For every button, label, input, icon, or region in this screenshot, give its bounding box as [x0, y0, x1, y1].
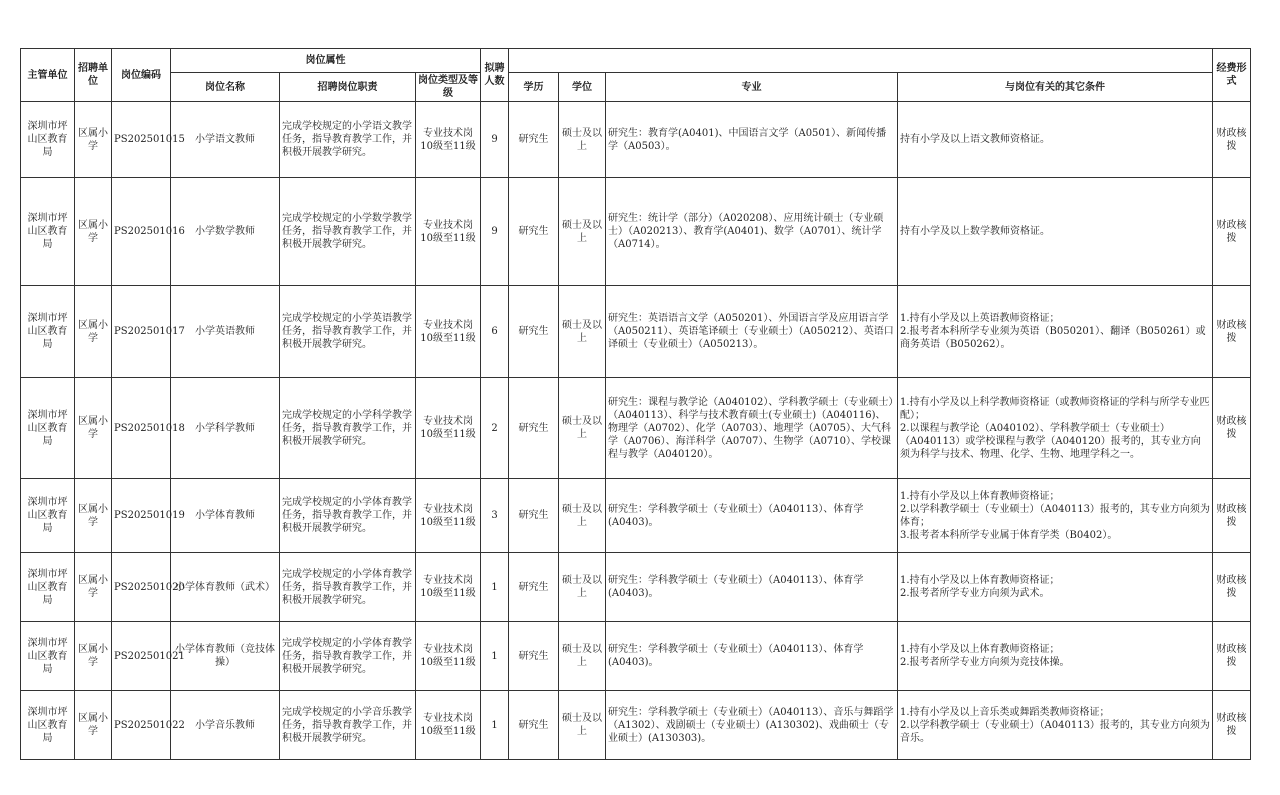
cell-major: 研究生：学科教学硕士（专业硕士）（A040113）、音乐与舞蹈学（A1302）、戏剧硕士（专业硕士）(A130302)、戏曲硕士（专业硕士）(A130303)。: [606, 691, 898, 760]
cell-code: PS202501016: [112, 178, 171, 286]
header-unit: 招聘单位: [75, 49, 112, 102]
cell-other: 1.持有小学及以上科学教师资格证（或教师资格证的学科与所学专业匹配）； 2.以课程与教学论（A040102）、学科教学硕士（专业硕士）（A040113）或学校课程与教学（A040120）报考的，其专业方向须为科学与技术、物理、化学、生物、地理学科之一。: [898, 378, 1213, 479]
cell-major: 研究生：课程与教学论（A040102）、学科教学硕士（专业硕士）（A040113）、科学与技术教育硕士(专业硕士)（A040116)、物理学（A0702）、化学（A0703）、地理学（A0705）、大气科学（A0706）、海洋科学（A0707）、生物学（A0710）、学校课程与教学（A040120）。: [606, 378, 898, 479]
cell-type: 专业技术岗10级至11级: [416, 553, 481, 622]
table-row: [21, 178, 1251, 286]
cell-edu: 研究生: [509, 622, 559, 691]
header-other: 与岗位有关的其它条件: [898, 73, 1213, 102]
cell-code: PS202501021: [112, 622, 171, 691]
cell-name: 小学体育教师: [171, 479, 280, 553]
cell-code: PS202501017: [112, 286, 171, 378]
cell-name: 小学数学教师: [171, 178, 280, 286]
header-dept: 主管单位: [21, 49, 75, 102]
cell-unit: 区属小学: [75, 102, 112, 178]
cell-degree: 硕士及以上: [559, 378, 606, 479]
cell-type: 专业技术岗10级至11级: [416, 622, 481, 691]
table-row: [21, 286, 1251, 378]
cell-edu: 研究生: [509, 102, 559, 178]
cell-code: PS202501018: [112, 378, 171, 479]
cell-duty: 完成学校规定的小学体育教学任务，指导教育教学工作，并积极开展教学研究。: [280, 553, 416, 622]
cell-major: 研究生：学科教学硕士（专业硕士）（A040113）、体育学(A0403)。: [606, 553, 898, 622]
cell-duty: 完成学校规定的小学体育教学任务，指导教育教学工作，并积极开展教学研究。: [280, 622, 416, 691]
recruitment-table: [20, 48, 1251, 760]
table-row: [21, 378, 1251, 479]
cell-degree: 硕士及以上: [559, 178, 606, 286]
cell-other: 1.持有小学及以上体育教师资格证； 2.以学科教学硕士（专业硕士）（A040113）报考的，其专业方向须为体育； 3.报考者本科所学专业属于体育学类（B0402）。: [898, 479, 1213, 553]
cell-unit: 区属小学: [75, 553, 112, 622]
cell-code: PS202501020: [112, 553, 171, 622]
cell-unit: 区属小学: [75, 178, 112, 286]
cell-other: 1.持有小学及以上体育教师资格证； 2.报考者所学专业方向须为武术。: [898, 553, 1213, 622]
header-count: 拟聘人数: [481, 49, 509, 102]
header-duty: 招聘岗位职责: [280, 73, 416, 102]
cell-major: 研究生：教育学(A0401)、中国语言文学（A0501）、新闻传播学（A0503）。: [606, 102, 898, 178]
cell-edu: 研究生: [509, 553, 559, 622]
cell-dept: 深圳市坪山区教育局: [21, 378, 75, 479]
cell-unit: 区属小学: [75, 691, 112, 760]
cell-degree: 硕士及以上: [559, 691, 606, 760]
cell-funding: 财政核拨: [1213, 178, 1251, 286]
cell-edu: 研究生: [509, 286, 559, 378]
cell-type: 专业技术岗10级至11级: [416, 178, 481, 286]
cell-type: 专业技术岗10级至11级: [416, 691, 481, 760]
header-edu: 学历: [509, 73, 559, 102]
cell-dept: 深圳市坪山区教育局: [21, 102, 75, 178]
cell-duty: 完成学校规定的小学语文教学任务，指导教育教学工作，并积极开展教学研究。: [280, 102, 416, 178]
cell-funding: 财政核拨: [1213, 622, 1251, 691]
header-attr-group: 岗位属性: [171, 49, 481, 73]
cell-type: 专业技术岗10级至11级: [416, 378, 481, 479]
cell-type: 专业技术岗10级至11级: [416, 102, 481, 178]
cell-code: PS202501015: [112, 102, 171, 178]
header-name: 岗位名称: [171, 73, 280, 102]
cell-unit: 区属小学: [75, 378, 112, 479]
cell-dept: 深圳市坪山区教育局: [21, 691, 75, 760]
cell-dept: 深圳市坪山区教育局: [21, 622, 75, 691]
cell-funding: 财政核拨: [1213, 479, 1251, 553]
table-row: [21, 553, 1251, 622]
cell-other: 1.持有小学及以上体育教师资格证； 2.报考者所学专业方向须为竞技体操。: [898, 622, 1213, 691]
cell-dept: 深圳市坪山区教育局: [21, 479, 75, 553]
cell-degree: 硕士及以上: [559, 553, 606, 622]
cell-duty: 完成学校规定的小学数学教学任务，指导教育教学工作，并积极开展教学研究。: [280, 178, 416, 286]
cell-major: 研究生：统计学（部分）（A020208）、应用统计硕士（专业硕士）（A020213）、教育学(A0401)、数学（A0701）、统计学（A0714）。: [606, 178, 898, 286]
cell-other: 持有小学及以上数学教师资格证。: [898, 178, 1213, 286]
cell-major: 研究生：学科教学硕士（专业硕士）（A040113）、体育学(A0403)。: [606, 622, 898, 691]
cell-major: 研究生：学科教学硕士（专业硕士）（A040113）、体育学(A0403)。: [606, 479, 898, 553]
cell-degree: 硕士及以上: [559, 622, 606, 691]
header-code: 岗位编码: [112, 49, 171, 102]
cell-count: 6: [481, 286, 509, 378]
cell-other: 1.持有小学及以上音乐类或舞蹈类教师资格证； 2.以学科教学硕士（专业硕士）（A040113）报考的，其专业方向须为音乐。: [898, 691, 1213, 760]
header-type: 岗位类型及等级: [416, 73, 481, 102]
cell-major: 研究生：英语语言文学（A050201）、外国语言学及应用语言学（A050211）、英语笔译硕士（专业硕士）（A050212）、英语口译硕士（专业硕士）（A050213）。: [606, 286, 898, 378]
cell-funding: 财政核拨: [1213, 102, 1251, 178]
cell-count: 1: [481, 691, 509, 760]
cell-funding: 财政核拨: [1213, 286, 1251, 378]
cell-unit: 区属小学: [75, 479, 112, 553]
cell-dept: 深圳市坪山区教育局: [21, 286, 75, 378]
cell-count: 3: [481, 479, 509, 553]
cell-degree: 硕士及以上: [559, 286, 606, 378]
cell-funding: 财政核拨: [1213, 691, 1251, 760]
cell-count: 2: [481, 378, 509, 479]
cell-name: 小学体育教师（武术）: [171, 553, 280, 622]
table-row: [21, 102, 1251, 178]
cell-unit: 区属小学: [75, 286, 112, 378]
table-row: [21, 691, 1251, 760]
cell-other: 1.持有小学及以上英语教师资格证； 2.报考者本科所学专业须为英语（B050201）、翻译（B050261）或商务英语（B050262）。: [898, 286, 1213, 378]
cell-edu: 研究生: [509, 178, 559, 286]
table-body: [21, 102, 1251, 760]
header-funding: 经费形式: [1213, 49, 1251, 102]
cell-dept: 深圳市坪山区教育局: [21, 553, 75, 622]
cell-type: 专业技术岗10级至11级: [416, 286, 481, 378]
cell-funding: 财政核拨: [1213, 378, 1251, 479]
cell-count: 9: [481, 102, 509, 178]
cell-degree: 硕士及以上: [559, 479, 606, 553]
cell-code: PS202501022: [112, 691, 171, 760]
cell-name: 小学体育教师（竞技体操）: [171, 622, 280, 691]
cell-count: 1: [481, 622, 509, 691]
cell-name: 小学科学教师: [171, 378, 280, 479]
cell-name: 小学英语教师: [171, 286, 280, 378]
cell-other: 持有小学及以上语文教师资格证。: [898, 102, 1213, 178]
cell-edu: 研究生: [509, 479, 559, 553]
cell-unit: 区属小学: [75, 622, 112, 691]
cell-duty: 完成学校规定的小学体育教学任务，指导教育教学工作，并积极开展教学研究。: [280, 479, 416, 553]
cell-duty: 完成学校规定的小学音乐教学任务，指导教育教学工作，并积极开展教学研究。: [280, 691, 416, 760]
cell-duty: 完成学校规定的小学英语教学任务，指导教育教学工作，并积极开展教学研究。: [280, 286, 416, 378]
cell-funding: 财政核拨: [1213, 553, 1251, 622]
cell-code: PS202501019: [112, 479, 171, 553]
cell-degree: 硕士及以上: [559, 102, 606, 178]
cell-duty: 完成学校规定的小学科学教学任务，指导教育教学工作，并积极开展教学研究。: [280, 378, 416, 479]
cell-dept: 深圳市坪山区教育局: [21, 178, 75, 286]
header-degree: 学位: [559, 73, 606, 102]
header-requirements-group: [509, 49, 1213, 73]
header-major: 专业: [606, 73, 898, 102]
cell-name: 小学音乐教师: [171, 691, 280, 760]
table-row: [21, 479, 1251, 553]
cell-edu: 研究生: [509, 691, 559, 760]
cell-type: 专业技术岗10级至11级: [416, 479, 481, 553]
cell-name: 小学语文教师: [171, 102, 280, 178]
cell-count: 9: [481, 178, 509, 286]
cell-edu: 研究生: [509, 378, 559, 479]
table-row: [21, 622, 1251, 691]
cell-count: 1: [481, 553, 509, 622]
